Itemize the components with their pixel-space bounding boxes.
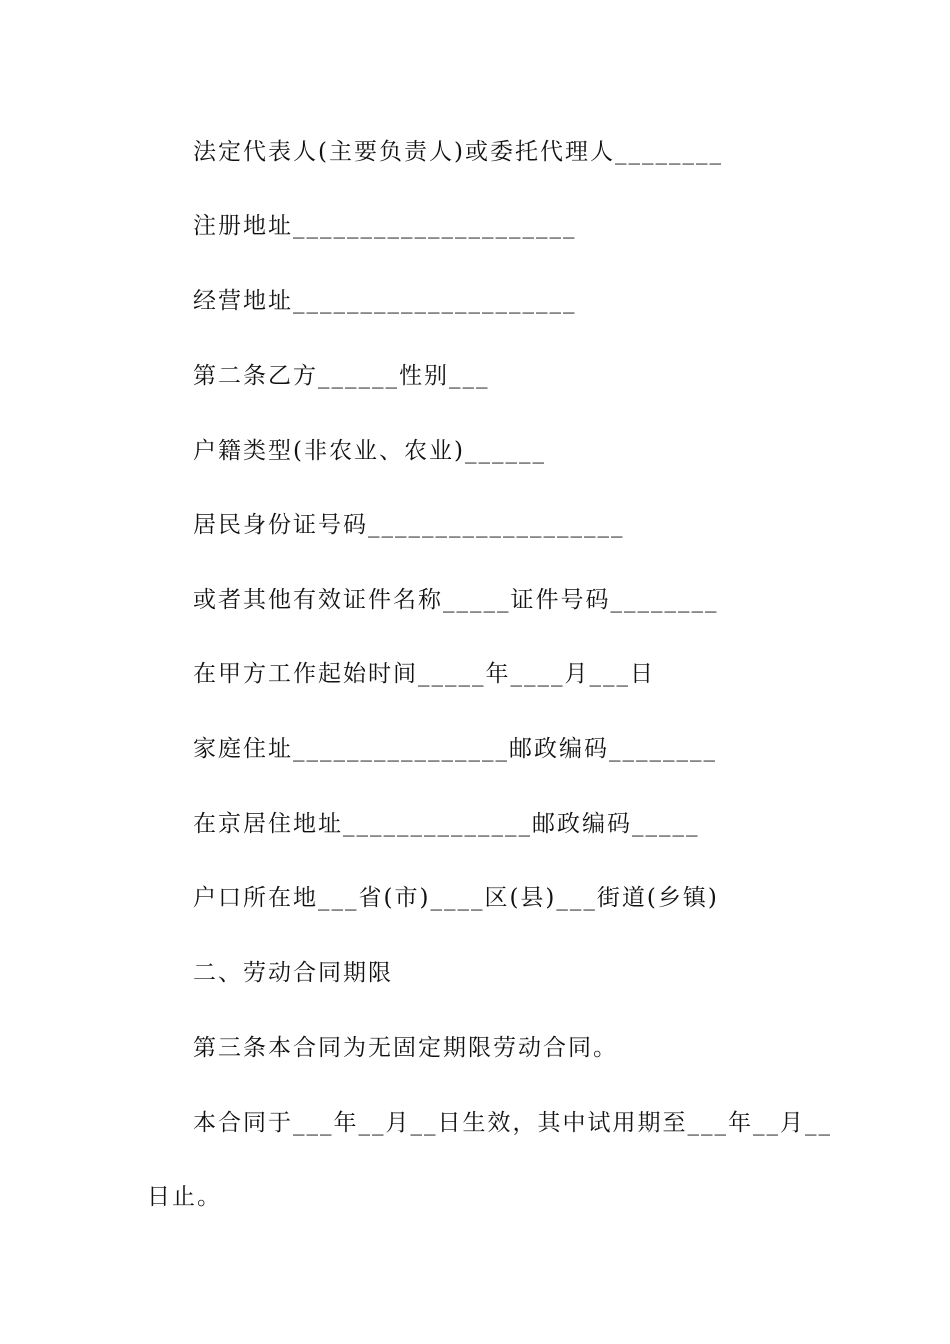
beijing-address-line: 在京居住地址______________邮政编码_____ [193,811,700,837]
work-start-date-line: 在甲方工作起始时间_____年____月___日 [193,661,655,687]
home-address-line: 家庭住址________________邮政编码________ [193,736,717,762]
article-two-party-b-line: 第二条乙方______性别___ [193,363,490,389]
household-registration-line: 户口所在地___省(市)____区(县)___街道(乡镇) [193,885,719,911]
other-certificate-line: 或者其他有效证件名称_____证件号码________ [193,587,719,613]
business-address-line: 经营地址_____________________ [193,288,577,314]
effective-date-line: 本合同于___年__月__日生效，其中试用期至___年__月__ [193,1110,832,1136]
section-heading-contract-term: 二、劳动合同期限 [193,960,393,986]
article-three-line: 第三条本合同为无固定期限劳动合同。 [193,1035,618,1061]
id-number-line: 居民身份证号码___________________ [193,512,625,538]
legal-representative-line: 法定代表人(主要负责人)或委托代理人________ [193,139,723,165]
effective-date-continuation: 日止。 [147,1184,222,1210]
registered-address-line: 注册地址_____________________ [193,213,577,239]
household-type-line: 户籍类型(非农业、农业)______ [193,438,546,464]
